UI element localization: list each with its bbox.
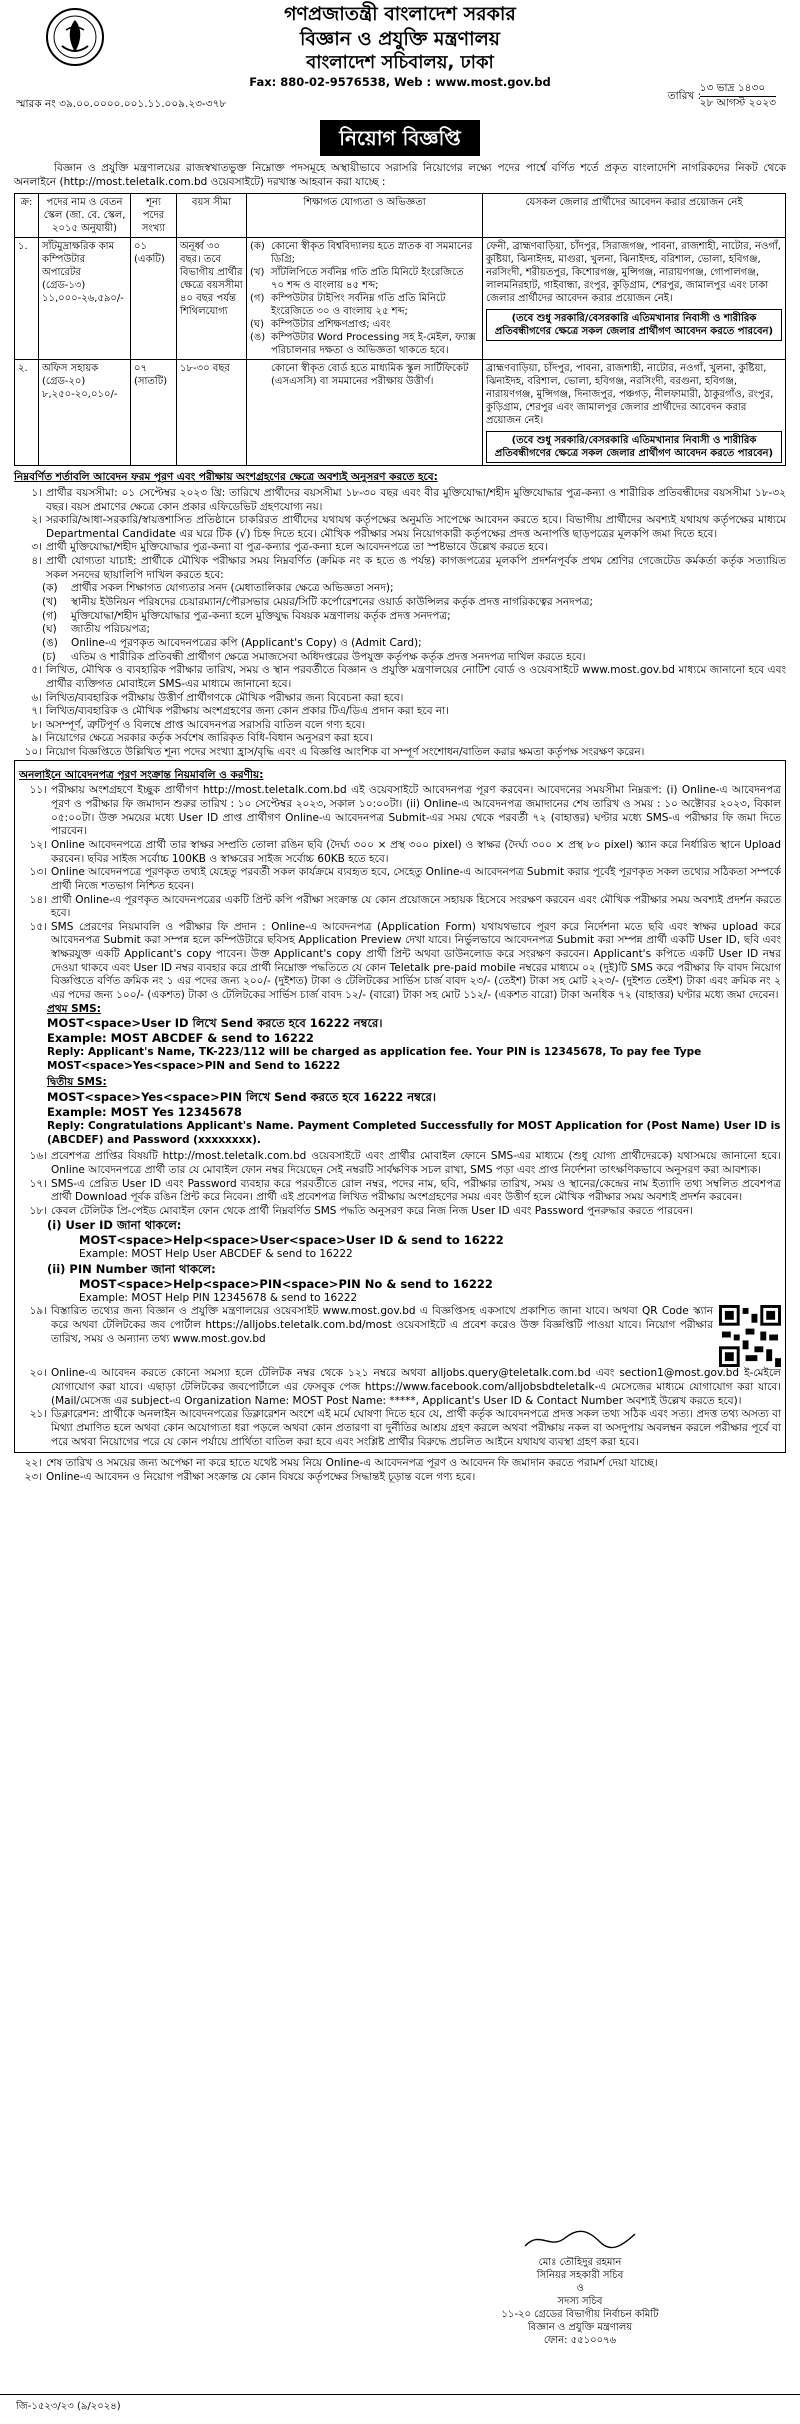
sms1-example: Example: MOST ABCDEF & send to 16222 bbox=[47, 1031, 314, 1046]
item-text: Online-এ আবেদন করতে কোনো সমস্যা হলে টেলিটক নম্বর থেকে ১২১ নম্বরে অথবা alljobs.query@teletalk.com.bd এবং section1@most.gov.bd ই-মেইলে যোগাযোগ করা যাবে। এছাড়া টেলিটকের জবপোর্টালে এর ফেসবুক পেজ https://www.facebook.com/alljobsbdteletalk-এ মেসেজের মাধ্যমে যোগাযোগ করা যাবে। (Mail/মেসেজ এর subject-এ Organization Name: MOST Post Name: *****, Applicant's User ID & Contact Number অবশ্যই উল্লেখ করতে হবে)। bbox=[51, 1367, 781, 1407]
sms2-reply: Reply: Congratulations Applicant's Name. Payment Completed Successfully for MOST Application for (Post Name) User ID is (ABCDEF) and Password (xxxxxxxx). bbox=[47, 1119, 781, 1146]
table-row bbox=[15, 360, 786, 466]
list-item bbox=[19, 839, 781, 866]
intro-paragraph: বিজ্ঞান ও প্রযুক্তি মন্ত্রণালয়ের রাজস্বখাতভুক্ত নিম্নোক্ত পদসমূহে অস্থায়ীভাবে সরাসরি নিয়োগের লক্ষ্যে পদের পার্শ্বে বর্ণিত শর্তে প্রকৃত বাংলাদেশি নাগরিকদের নিকট থেকে অনলাইনে (http://most.teletalk.com.bd ওয়েবসাইটে) দরখাস্ত আহবান করা যাচ্ছে : bbox=[14, 162, 786, 188]
item-text: বিস্তারিত তথ্যের জন্য বিজ্ঞান ও প্রযুক্তি মন্ত্রণালয়ের ওয়েবসাইট www.most.gov.bd এ বিজ্ঞপ্তিসহ একসাথে প্রকাশিত জানা যাবে। অথবা QR Code স্ক্যান করে অথবা টেলিটকের জব পোর্টাল https://alljobs.teletalk.com.bd/most ওয়েবসাইটে এ প্রবেশ করেও উক্ত বিজ্ঞপ্তিটি পাওয়া যাবে। নিয়োগ পরীক্ষার তারিখ, সময় ও অন্যান্য তথ্য www.most.gov.bd bbox=[51, 1305, 713, 1345]
item-number: ১৫। bbox=[29, 920, 47, 933]
qual-text: কম্পিউটার প্রশিক্ষণপ্রাপ্ত; এবং bbox=[271, 319, 391, 331]
signatory-designation: সিনিয়র সহকারী সচিব bbox=[536, 2270, 624, 2281]
list-item bbox=[19, 1305, 713, 1346]
sub-text: এতিম ও শারীরিক প্রতিবন্ধী প্রার্থীগণ ক্ষেত্রে সমাজসেবা অধিদপ্তরের উপযুক্ত কর্তৃপক্ষ কর্তৃক প্রদত্ত সনদপত্র দাখিল করতে হবে। bbox=[71, 650, 586, 663]
qual-item bbox=[250, 362, 479, 388]
sub-key: (ঘ) bbox=[42, 623, 57, 636]
sub-text: জাতীয় পরিচয়পত্র; bbox=[71, 623, 150, 636]
contact-line: Fax: 880-02-9576538, Web : www.most.gov.bd bbox=[249, 74, 551, 89]
item-number: ৭। bbox=[31, 705, 42, 718]
sub-text: মুক্তিযোদ্ধা/শহীদ মুক্তিযোদ্ধার পুত্র-কন্যা হলে মুক্তিযুদ্ধ বিষয়ক মন্ত্রণালয় কর্তৃক প্রদত্ত সনদপত্র; bbox=[71, 609, 451, 622]
item-text: শেষ তারিখ ও সময়ের জন্য অপেক্ষা না করে হাতে যথেষ্ট সময় নিয়ে Online-এ আবেদনপত্র পূরণ ও আবেদন ফি জমাদান করতে পরামর্শ দেয়া যাচ্ছে। bbox=[46, 1457, 658, 1470]
list-item bbox=[19, 866, 781, 893]
item-text: কেবল টেলিটক প্রি-পেইড মোবাইল ফোন থেকে প্রার্থী নিম্নবর্ণিত SMS পদ্ধতি অনুসরণ করে নিজ নিজ User ID এবং Password পুনরুদ্ধার করতে পারবেন। bbox=[51, 1204, 694, 1217]
signature-block bbox=[440, 2228, 720, 2347]
signatory-role: সদস্য সচিব bbox=[557, 2296, 603, 2307]
col-post: পদের নাম ও বেতন স্কেল (জা. বে. স্কেল, ২০১৫ অনুযায়ী) bbox=[39, 194, 131, 238]
item-number: ১৮। bbox=[29, 1204, 47, 1217]
sms1-reply: Reply: Applicant's Name, TK-223/112 will be charged as application fee. Your PIN is 12345678, To pay fee Type MOST<space>Yes<space>PIN and Send to 16222 bbox=[47, 1046, 702, 1072]
signatory-phone: ফোন: ৫৫১০০৭৬ bbox=[543, 2335, 617, 2346]
item-number: ২১। bbox=[29, 1408, 47, 1421]
item-number: ২। bbox=[31, 514, 42, 527]
signatory-ministry: বিজ্ঞান ও প্রযুক্তি মন্ত্রণালয় bbox=[527, 2322, 633, 2333]
sub-key: (খ) bbox=[42, 596, 58, 609]
row-post: অফিস সহায়ক (গ্রেড-২০) ৮,২৫০-২০,০১০/- bbox=[39, 360, 131, 466]
district-list: ফেনী, ব্রাহ্মণবাড়িয়া, চাঁদপুর, সিরাজগঞ্জ, পাবনা, রাজশাহী, নাটোর, নওগাঁ, কুষ্টিয়া, ঝিনাইদহ, মাগুরা, খুলনা, ঝিনাইদহ, বরিশাল, ভোলা, হবিগঞ্জ, নরসিংদী, শরীয়তপুর, কিশোরগঞ্জ, মুন্সিগঞ্জ, নারায়ণগঞ্জ, গোপালগঞ্জ, লালমনিরহাট, গাইবান্ধা, রংপুর, কুড়িগ্রাম, শেরপুর, জামালপুর এবং ঢাকা জেলার প্রার্থীদের আবেদন করার প্রয়োজন নেই। bbox=[486, 241, 781, 305]
item-text: SMS প্রেরণের নিয়মাবলি ও পরীক্ষার ফি প্রদান : Online-এ আবেদনপত্র (Application Form) যথাযথভাবে পূরণ করে নির্দেশনা মতে ছবি এবং স্বাক্ষর upload করে আবেদনপত্র Submit করা সম্পন্ন হলে কম্পিউটারে ছবিসহ Application Preview দেখা যাবে। নিৰ্ভুলভাবে আবেদনপত্র Submit করা সম্পন্ন প্রার্থী একটি User ID, ছবি এবং স্বাক্ষরযুক্ত একটি Applicant's copy পাবেন। উক্ত Applicant's copy প্রার্থী প্রিন্ট অথবা ডাউনলোড করে সংরক্ষণ করবেন। Applicant's কপিতে একটি User ID নম্বর দেওয়া থাকবে এবং User ID নম্বর ব্যবহার করে প্রার্থী নিম্নোক্ত পদ্ধতিতে যে কোন Teletalk pre-paid mobile নম্বরের মাধ্যমে ০২ (দুই)টি SMS করে পরীক্ষার ফি বাবদ নিয়োগ বিজ্ঞপ্তিতে বর্ণিত ক্রমিক নং ১ এর পদের জন্য ২০০/- (দুইশত) টাকা ও টেলিটকের সার্ভিস চার্জ বাবদ ২৩/- (তেইশ) টাকা সহ মোট ২২৩/- (দুইশত তেইশ) টাকা এবং ক্রমিক নং ২ এর পদের জন্য ১০০/- (একশত) টাকা ও টেলিটকের সার্ভিস চার্জ বাবদ ১২/- (বারো) টাকা সহ মোট ১১২/- (একশত বারো) টাকা অনধিক ৭২ (বাহাত্তর) ঘণ্টার মধ্যে জমা দেবেন। bbox=[51, 920, 781, 1001]
item-text: লিখিত/ব্যবহারিক পরীক্ষায় উত্তীর্ণ প্রার্থীগণকে মৌখিক পরীক্ষার জন্য বিবেচনা করা হবে। bbox=[46, 691, 404, 704]
sub-item bbox=[42, 582, 786, 596]
list-item bbox=[14, 664, 786, 691]
conditions-list bbox=[14, 487, 786, 760]
signatory-committee: ১১-২০ গ্রেডের বিভাগীয় নির্বাচন কমিটি bbox=[501, 2309, 659, 2320]
date-bangla: ১৩ ভাদ্র ১৪৩০ bbox=[700, 82, 776, 97]
list-item bbox=[14, 719, 786, 733]
district-list: ব্রাহ্মণবাড়িয়া, চাঁদপুর, পাবনা, রাজশাহী, নাটোর, নওগাঁ, খুলনা, কুষ্টিয়া, ঝিনাইদহ, বরিশাল, ভোলা, হবিগঞ্জ, নরসিংদী, বরগুনা, হবিগঞ্জ, নারায়ণগঞ্জ, মুন্সিগঞ্জ, দিনাজপুর, পঞ্চগড়, নীলফামারী, ঠাকুরগাঁও, রংপুর, কুড়িগ্রাম, শেরপুর এবং জামালপুর জেলার প্রার্থীদের আবেদন করার প্রয়োজন নেই। bbox=[486, 363, 774, 427]
list-item bbox=[19, 894, 781, 921]
table-row bbox=[15, 238, 786, 360]
item-text: লিখিত, মৌখিক ও ব্যবহারিক পরীক্ষার তারিখ, সময় ও স্থান পরবর্তীতে বিজ্ঞান ও প্রযুক্তি মন্ত্রণালয়ের নোটিশ বোর্ড ও ওয়েবসাইটে www.most.gov.bd মাধ্যমে জানানো হবে এবং প্রার্থীর ব্যক্তিগত মোবাইলে SMS-এর মাধ্যমে জানানো হবে। bbox=[46, 664, 786, 690]
item-text: Online আবেদনপত্রে পূরণকৃত তথ্যই যেহেতু পরবর্তী সকল কার্যক্রমে ব্যবহৃত হবে, সেহেতু Online-এ আবেদনপত্র Submit করার পূর্বেই পূরণকৃত সকল তথ্যের সঠিকতা সম্পর্কে প্রার্থী নিজে শতভাগ নিশ্চিত হবেন। bbox=[51, 866, 781, 892]
lost-user-heading: (i) User ID জানা থাকলে: bbox=[47, 1218, 182, 1233]
qual-key: (গ) bbox=[250, 293, 265, 305]
item-text: লিখিত/ব্যবহারিক ও মৌখিক পরীক্ষায় অংশগ্রহণের জন্য কোন প্রকার টিএ/ডিএ প্রদান করা হবে না। bbox=[46, 705, 449, 718]
lost-user-command: MOST<space>Help<space>User<space>User ID & send to 16222 bbox=[79, 1233, 504, 1248]
item-number: ৫। bbox=[31, 664, 42, 677]
sub-item bbox=[42, 651, 786, 665]
sms2-example: Example: MOST Yes 12345678 bbox=[47, 1105, 242, 1119]
item-text: নিয়োগের ক্ষেত্রে সরকার কর্তৃক সর্বশেষ জারিকৃত বিধি-বিধান অনুসরণ করা হবে। bbox=[46, 732, 373, 745]
item-number: ৮। bbox=[31, 718, 42, 731]
notice-title: নিয়োগ বিজ্ঞপ্তি bbox=[320, 120, 480, 156]
item-text: SMS-এ প্রেরিত User ID এবং Password ব্যবহার করে পরবর্তীতে রোল নম্বর, পদের নাম, ছবি, পরীক্ষার তারিখ, সময় ও স্থানের/কেন্দ্রের নাম ইত্যাদি তথ্য সম্বলিত প্রবেশপত্র প্রার্থী Download পূর্বক রঙিন প্রিন্ট করে নিবেন। প্রার্থী এই প্রবেশপত্র লিখিত পরীক্ষায় অংশগ্রহণের সময় এবং উত্তীর্ণ হলে মৌখিক পরীক্ষার সময় অবশ্যই প্রদর্শন করবেন। bbox=[51, 1177, 781, 1204]
col-districts: যেসকল জেলার প্রার্থীদের আবেদন করার প্রয়োজন নেই bbox=[483, 194, 786, 238]
item-text: প্রার্থী Online-এ পূরণকৃত আবেদনপত্রের একটি প্রিন্ট কপি পরীক্ষা সংক্রান্ত যে কোন প্রয়োজনে সহায়ক হিসেবে সংরক্ষণ করবেন এবং মৌখিক পরীক্ষার সময় অবশ্যই প্রদর্শন করতে হবে। bbox=[51, 893, 781, 920]
item-number: ৩। bbox=[31, 541, 42, 554]
list-item bbox=[19, 1408, 781, 1449]
list-item bbox=[14, 1457, 786, 1471]
signatory-and: ও bbox=[576, 2283, 584, 2294]
item-number: ১২। bbox=[29, 838, 47, 851]
sms2-title: দ্বিতীয় SMS: bbox=[47, 1076, 107, 1089]
qual-key: (ঙ) bbox=[250, 332, 266, 344]
qr-row bbox=[19, 1305, 781, 1367]
qr-code-icon[interactable] bbox=[719, 1305, 781, 1367]
row-age: অনূর্ধ্ব ৩০ বছর। তবে বিভাগীয় প্রার্থীর ক্ষেত্রে বয়সসীমা ৪০ বছর পর্যন্ত শিথিলযোগ্য bbox=[177, 238, 247, 360]
sms1-title: প্রথম SMS: bbox=[47, 1002, 101, 1015]
conditions-title: নিম্নবর্ণিত শর্তাবলি আবেদন ফরম পূরণ এবং পরীক্ষায় অংশগ্রহণের ক্ষেত্রে অবশ্যই অনুসরণ করতে হবে: bbox=[14, 471, 438, 484]
government-emblem-icon bbox=[44, 6, 106, 68]
row-qualification bbox=[247, 360, 483, 466]
row-vacancy: ০১ (একটি) bbox=[131, 238, 177, 360]
item-text: পরীক্ষায় অংশগ্রহণে ইচ্ছুক প্রার্থীগণ http://most.teletalk.com.bd এই ওয়েবসাইটে আবেদনপত্র পূরণ করবেন। আবেদনের সময়সীমা নিম্নরূপ: (i) Online-এ আবেদনপত্র পূরণ ও পরীক্ষার ফি জমাদান শুরুর তারিখ : ১০ সেপ্টেম্বর ২০২৩, সকাল ১০:০০টা। (ii) Online-এ আবেদনপত্র জমাদানের শেষ তারিখ ও সময় : ১০ অক্টোবর ২০২৩, বিকাল ০৫:০০টা। উক্ত সময়ের মধ্যে User ID প্রাপ্ত প্রার্থীগণ Online-এ আবেদনপত্র Submit-এর সময় থেকে পরবর্তী ৭২ (বাহাত্তর) ঘণ্টার মধ্যে SMS-এ পরীক্ষার ফি জমা দিতে পারবেন। bbox=[51, 784, 781, 838]
qual-item bbox=[250, 266, 479, 292]
qual-item bbox=[250, 240, 479, 266]
online-title: অনলাইনে আবেদনপত্র পূরণ সংক্রান্ত নিয়মাবলি ও করণীয়: bbox=[19, 768, 264, 781]
item-text: সরকারি/আধা-সরকারি/স্বায়ত্তশাসিত প্রতিষ্ঠানে চাকরিরত প্রার্থীদের যথাযথ কর্তৃপক্ষের অনুমতি সাপেক্ষে আবেদন করতে হবে। বিভাগীয় প্রার্থীদের অবশ্যই যথাযথ কর্তৃপক্ষের মাধ্যমে Departmental Candidate এর ঘরে টিক (√) চিহ্ন দিতে হবে। মৌখিক পরীক্ষার সময় নিয়োগকারী কর্তৃপক্ষের প্রদত্ত অনাপত্তি ছাড়পত্রের মূলকপি জমা দিতে হবে। bbox=[46, 514, 786, 540]
date-label: তারিখ : bbox=[667, 90, 702, 102]
item-number: ১। bbox=[31, 486, 42, 499]
qual-key: (খ) bbox=[250, 267, 265, 279]
date-block bbox=[667, 82, 776, 110]
item-number: ২৩। bbox=[24, 1470, 42, 1483]
online-instructions-box bbox=[14, 760, 786, 1454]
col-serial: ক্র: bbox=[15, 194, 39, 238]
sub-item bbox=[42, 623, 786, 637]
memo-number: স্মারক নং ৩৯.০০.০০০০.০০১.১১.০০৯.২৩-৩৭৮ bbox=[16, 98, 227, 110]
list-item bbox=[19, 1178, 781, 1205]
lost-pin-example: Example: MOST Help PIN 12345678 & send to 16222 bbox=[79, 1291, 358, 1304]
sub-item bbox=[42, 637, 786, 651]
col-vacancy: শূন্য পদের সংখ্যা bbox=[131, 194, 177, 238]
final-notes bbox=[14, 1457, 786, 1484]
row-districts bbox=[483, 360, 786, 466]
list-item bbox=[14, 487, 786, 514]
lost-pin-command: MOST<space>Help<space>PIN<space>PIN No & send to 16222 bbox=[79, 1276, 493, 1291]
sub-text: Online-এ পূরণকৃত আবেদনপত্রের কপি (Applicant's Copy) ও (Admit Card); bbox=[71, 636, 422, 649]
qual-key: (ক) bbox=[250, 241, 265, 253]
posts-table bbox=[14, 193, 786, 466]
secretariat-title: বাংলাদেশ সচিবালয়, ঢাকা bbox=[306, 52, 494, 74]
item-text: প্রার্থী মুক্তিযোদ্ধা/শহীদ মুক্তিযোদ্ধার পুত্র-কন্যা বা পুত্র-কন্যার পুত্র-কন্যা হলে আবেদনপত্রে তা স্পষ্টভাবে উল্লেখ করতে হবে। bbox=[46, 541, 548, 554]
ministry-title: বিজ্ঞান ও প্রযুক্তি মন্ত্রণালয় bbox=[300, 27, 500, 50]
item-number: ৯। bbox=[31, 732, 42, 745]
qual-text: সাঁটলিপিতে সর্বনিম্ন গতি প্রতি মিনিটে ইংরেজিতে ৭০ শব্দ ও বাংলায় ৪৫ শব্দ; bbox=[271, 267, 464, 292]
item-text: প্রবেশপত্র প্রাপ্তির বিষয়টি http://most.teletalk.com.bd ওয়েবসাইটে এবং প্রার্থীর মোবাইল ফোনে SMS-এর মাধ্যমে (শুধু যোগ্য প্রার্থীদেরকে) যথাসময়ে জানানো হবে। Online আবেদনপত্রে প্রার্থী তার যে মোবাইল ফোন নম্বর দিয়েছেন সেই নম্বরটি সার্বক্ষণিক সচল রাখা, SMS পড়া এবং প্রাপ্ত নির্দেশনা তাৎক্ষণিকভাবে অনুসরণ করা আবশ্যক। bbox=[51, 1150, 781, 1176]
sub-text: স্থানীয় ইউনিয়ন পরিষদের চেয়ারম্যান/পৌরসভার মেয়র/সিটি কর্পোরেশনের ওয়ার্ড কাউন্সিলর কর্তৃক প্রদত্ত নাগরিকত্বের সনদপত্র; bbox=[71, 596, 594, 609]
col-qualification: শিক্ষাগত যোগ্যতা ও অভিজ্ঞতা bbox=[247, 194, 483, 238]
row-age: ১৮-৩০ বছর bbox=[177, 360, 247, 466]
sub-key: (গ) bbox=[42, 609, 58, 622]
signatory-name: মোঃ তৌহিদুর রহমান bbox=[538, 2257, 622, 2268]
row-qualification bbox=[247, 238, 483, 360]
date-gregorian: ২৮ আগস্ট ২০২৩ bbox=[699, 96, 776, 109]
row-serial: ২. bbox=[15, 360, 39, 466]
footer-code: জি-১৫২৩/২৩ (৯/২০২৪) bbox=[16, 2401, 121, 2412]
list-item bbox=[14, 514, 786, 541]
sms2-command: MOST<space>Yes<space>PIN লিখে Send করতে হবে 16222 নম্বরে। bbox=[47, 1090, 436, 1105]
item-number: ১০। bbox=[24, 746, 42, 759]
signature-icon bbox=[520, 2228, 640, 2252]
item-number: ১৪। bbox=[29, 893, 47, 906]
item-text: প্রার্থীর বয়সসীমা: ০১ সেপ্টেম্বর ২০২৩ খ্রি: তারিখে প্রার্থীদের বয়সসীমা ১৮-৩০ বছর এবং বীর মুক্তিযোদ্ধা/শহীদ মুক্তিযোদ্ধার পুত্র-কন্যা ও শারীরিক প্রতিবন্ধীদের বয়সসীমা ১৮-৩২ বছর। বয়স প্রমাণের ক্ষেত্রে কোন প্রকার এফিডেভিট গ্রহণযোগ্য নয়। bbox=[46, 486, 786, 513]
lost-pin-heading: (ii) PIN Number জানা থাকলে: bbox=[47, 1261, 216, 1276]
item-text: Online আবেদনপত্রে প্রার্থী তার স্বাক্ষর সম্প্রতি তোলা রঙিন ছবি (দৈর্ঘ্য ৩০০ × প্রস্থ ৩০০ pixel) ও স্বাক্ষর (দৈর্ঘ্য ৩০০ × প্রস্থ ৮০ pixel) স্ক্যান করে নির্ধারিত স্থানে Upload করবেন। ছবির সাইজ সর্বোচ্চ 100KB ও স্বাক্ষরের সাইজ সর্বোচ্চ 60KB হতে হবে। bbox=[51, 838, 781, 865]
list-item bbox=[19, 1150, 781, 1177]
district-exception-note: (তবে শুধু সরকারি/বেসরকারি এতিমখানার নিবাসী ও শারীরিক প্রতিবন্ধীগণের ক্ষেত্রে সকল জেলার প্রার্থীগণ আবেদন করতে পারবেন) bbox=[486, 431, 782, 463]
item-number: ১৬। bbox=[29, 1150, 47, 1163]
row-post: সাঁটমুদ্রাক্ষরিক কাম কম্পিউটার অপারেটর (গ্রেড-১৩) ১১,০০০-২৬,৫৯০/- bbox=[39, 238, 131, 360]
item-text: ডিক্লারেশন: প্রার্থীকে অনলাইন আবেদনপত্রের ডিক্লারেশন অংশে এই মর্মে ঘোষণা দিতে হবে যে, প্রার্থী কর্তৃক আবেদনপত্রে প্রদত্ত সকল তথ্য সঠিক এবং সত্য। প্রদত্ত তথ্য অসত্য বা মিথ্যা প্রমাণিত হলে অথবা কোন অযোগ্যতা ধরা পড়লে অথবা কোন প্রতারণা বা দুর্নীতির আশ্রয় গ্রহণ করলে অথবা পরীক্ষায় নকল বা অসদুপায় অবলম্বন করলে পরীক্ষার পূর্বে বা পরে অথবা নিয়োগের পরে যে কোন পর্যায়ে প্রার্থিতা বাতিল করা হবে এবং সংশ্লিষ্ট প্রার্থীর বিরুদ্ধে প্রচলিত আইনে যথাযথ ব্যবস্থা গ্রহণ করা হবে। bbox=[51, 1408, 781, 1448]
item-number: ১৯। bbox=[29, 1305, 47, 1318]
item-number: ১৩। bbox=[29, 866, 47, 879]
item-number: ২০। bbox=[29, 1367, 47, 1380]
sub-item bbox=[42, 610, 786, 624]
qual-item bbox=[250, 331, 479, 357]
memo-row bbox=[14, 82, 786, 118]
district-exception-note: (তবে শুধু সরকারি/বেসরকারি এতিমখানার নিবাসী ও শারীরিক প্রতিবন্ধীগণের ক্ষেত্রে সকল জেলার প্রার্থীগণ আবেদন করতে পারবেন) bbox=[486, 309, 782, 341]
qual-item bbox=[250, 318, 479, 331]
qual-text: কম্পিউটার Word Processing সহ ই-মেইল, ফ্যাক্স পরিচালনার দক্ষতা ও অভিজ্ঞতা থাকতে হবে। bbox=[271, 332, 476, 357]
item-number: ৬। bbox=[31, 691, 42, 704]
sub-text: প্রার্থীর সকল শিক্ষাগত যোগ্যতার সনদ (মেধাতালিকার ক্ষেত্রে অভিজ্ঞতা সনদ); bbox=[71, 582, 394, 595]
item-text: প্রার্থী যোগ্যতা যাচাই: প্রার্থীকে মৌখিক পরীক্ষার সময় নিম্নবর্ণিত (ক্রমিক নং ক হতে ঙ পর্যন্ত) কাগজপত্রের মূলকপি প্রদর্শনপূর্বক প্রথম শ্রেণির গেজেটেড কর্মকর্তা কর্তৃক সত্যায়িত সকল সনদের ছায়ালিপি দাখিল করতে হবে: bbox=[46, 555, 786, 581]
list-item bbox=[19, 1205, 781, 1219]
list-item bbox=[14, 732, 786, 746]
item-number: ১৭। bbox=[29, 1177, 47, 1190]
list-item bbox=[14, 555, 786, 582]
sub-key: (ঙ) bbox=[42, 636, 58, 649]
row-serial: ১. bbox=[15, 238, 39, 360]
sms1-command: MOST<space>User ID লিখে Send করতে হবে 16222 নম্বরে। bbox=[47, 1016, 383, 1031]
row-districts bbox=[483, 238, 786, 360]
col-age: বয়স সীমা bbox=[177, 194, 247, 238]
list-item bbox=[14, 705, 786, 719]
item-number: ২২। bbox=[24, 1457, 42, 1470]
sub-key: (চ) bbox=[42, 650, 56, 663]
item-text: অসম্পূর্ণ, ত্রুটিপূর্ণ ও বিলম্বে প্রাপ্ত আবেদনপত্র সরাসরি বাতিল বলে গণ্য হবে। bbox=[46, 718, 366, 731]
qual-text: কোনো স্বীকৃত বোর্ড হতে মাধ্যমিক স্কুল সার্টিফিকেট (এসএসসি) বা সমমানের পরীক্ষায় উত্তীর্ণ। bbox=[271, 363, 469, 388]
list-item bbox=[14, 1471, 786, 1485]
sub-item bbox=[42, 596, 786, 610]
list-item bbox=[19, 784, 781, 839]
sub-key: (ক) bbox=[42, 582, 58, 595]
qual-item bbox=[250, 292, 479, 318]
letterhead bbox=[14, 0, 786, 92]
item-text: নিয়োগ বিজ্ঞপ্তিতে উল্লিখিত শূন্য পদের সংখ্যা হ্রাস/বৃদ্ধি এবং এ বিজ্ঞপ্তি আংশিক বা সম্পূর্ণ সংশোধন/বাতিল করার ক্ষমতা কর্তৃপক্ষ সংরক্ষণ করেন। bbox=[46, 746, 645, 759]
list-item bbox=[14, 692, 786, 706]
lost-user-example: Example: MOST Help User ABCDEF & send to 16222 bbox=[79, 1248, 353, 1261]
qual-key: (ঘ) bbox=[250, 319, 264, 331]
qual-text: কোনো স্বীকৃত বিশ্ববিদ্যালয় হতে স্নাতক বা সমমানের ডিগ্রি; bbox=[271, 241, 473, 266]
row-vacancy: ০৭ (সাতটি) bbox=[131, 360, 177, 466]
list-item bbox=[19, 1367, 781, 1408]
item-number: ১১। bbox=[29, 784, 47, 797]
list-item bbox=[14, 746, 786, 760]
list-item bbox=[14, 541, 786, 555]
item-text: Online-এ আবেদন ও নিয়োগ পরীক্ষা সংক্রান্ত যে কোন বিষয়ে কর্তৃপক্ষের সিদ্ধান্তই চূড়ান্ত বলে গণ্য হবে। bbox=[46, 1470, 476, 1483]
qual-key bbox=[250, 362, 268, 388]
list-item bbox=[19, 921, 781, 1003]
item-number: ৪। bbox=[31, 555, 42, 568]
footer-divider bbox=[0, 2394, 800, 2395]
table-header-row bbox=[15, 194, 786, 238]
qual-text: কম্পিউটার টাইপিং সর্বনিম্ন গতি প্রতি মিনিটে ইংরেজিতে ৩০ ও বাংলায় ২৫ শব্দ; bbox=[271, 293, 446, 318]
gov-title: গণপ্রজাতন্ত্রী বাংলাদেশ সরকার bbox=[284, 3, 516, 25]
